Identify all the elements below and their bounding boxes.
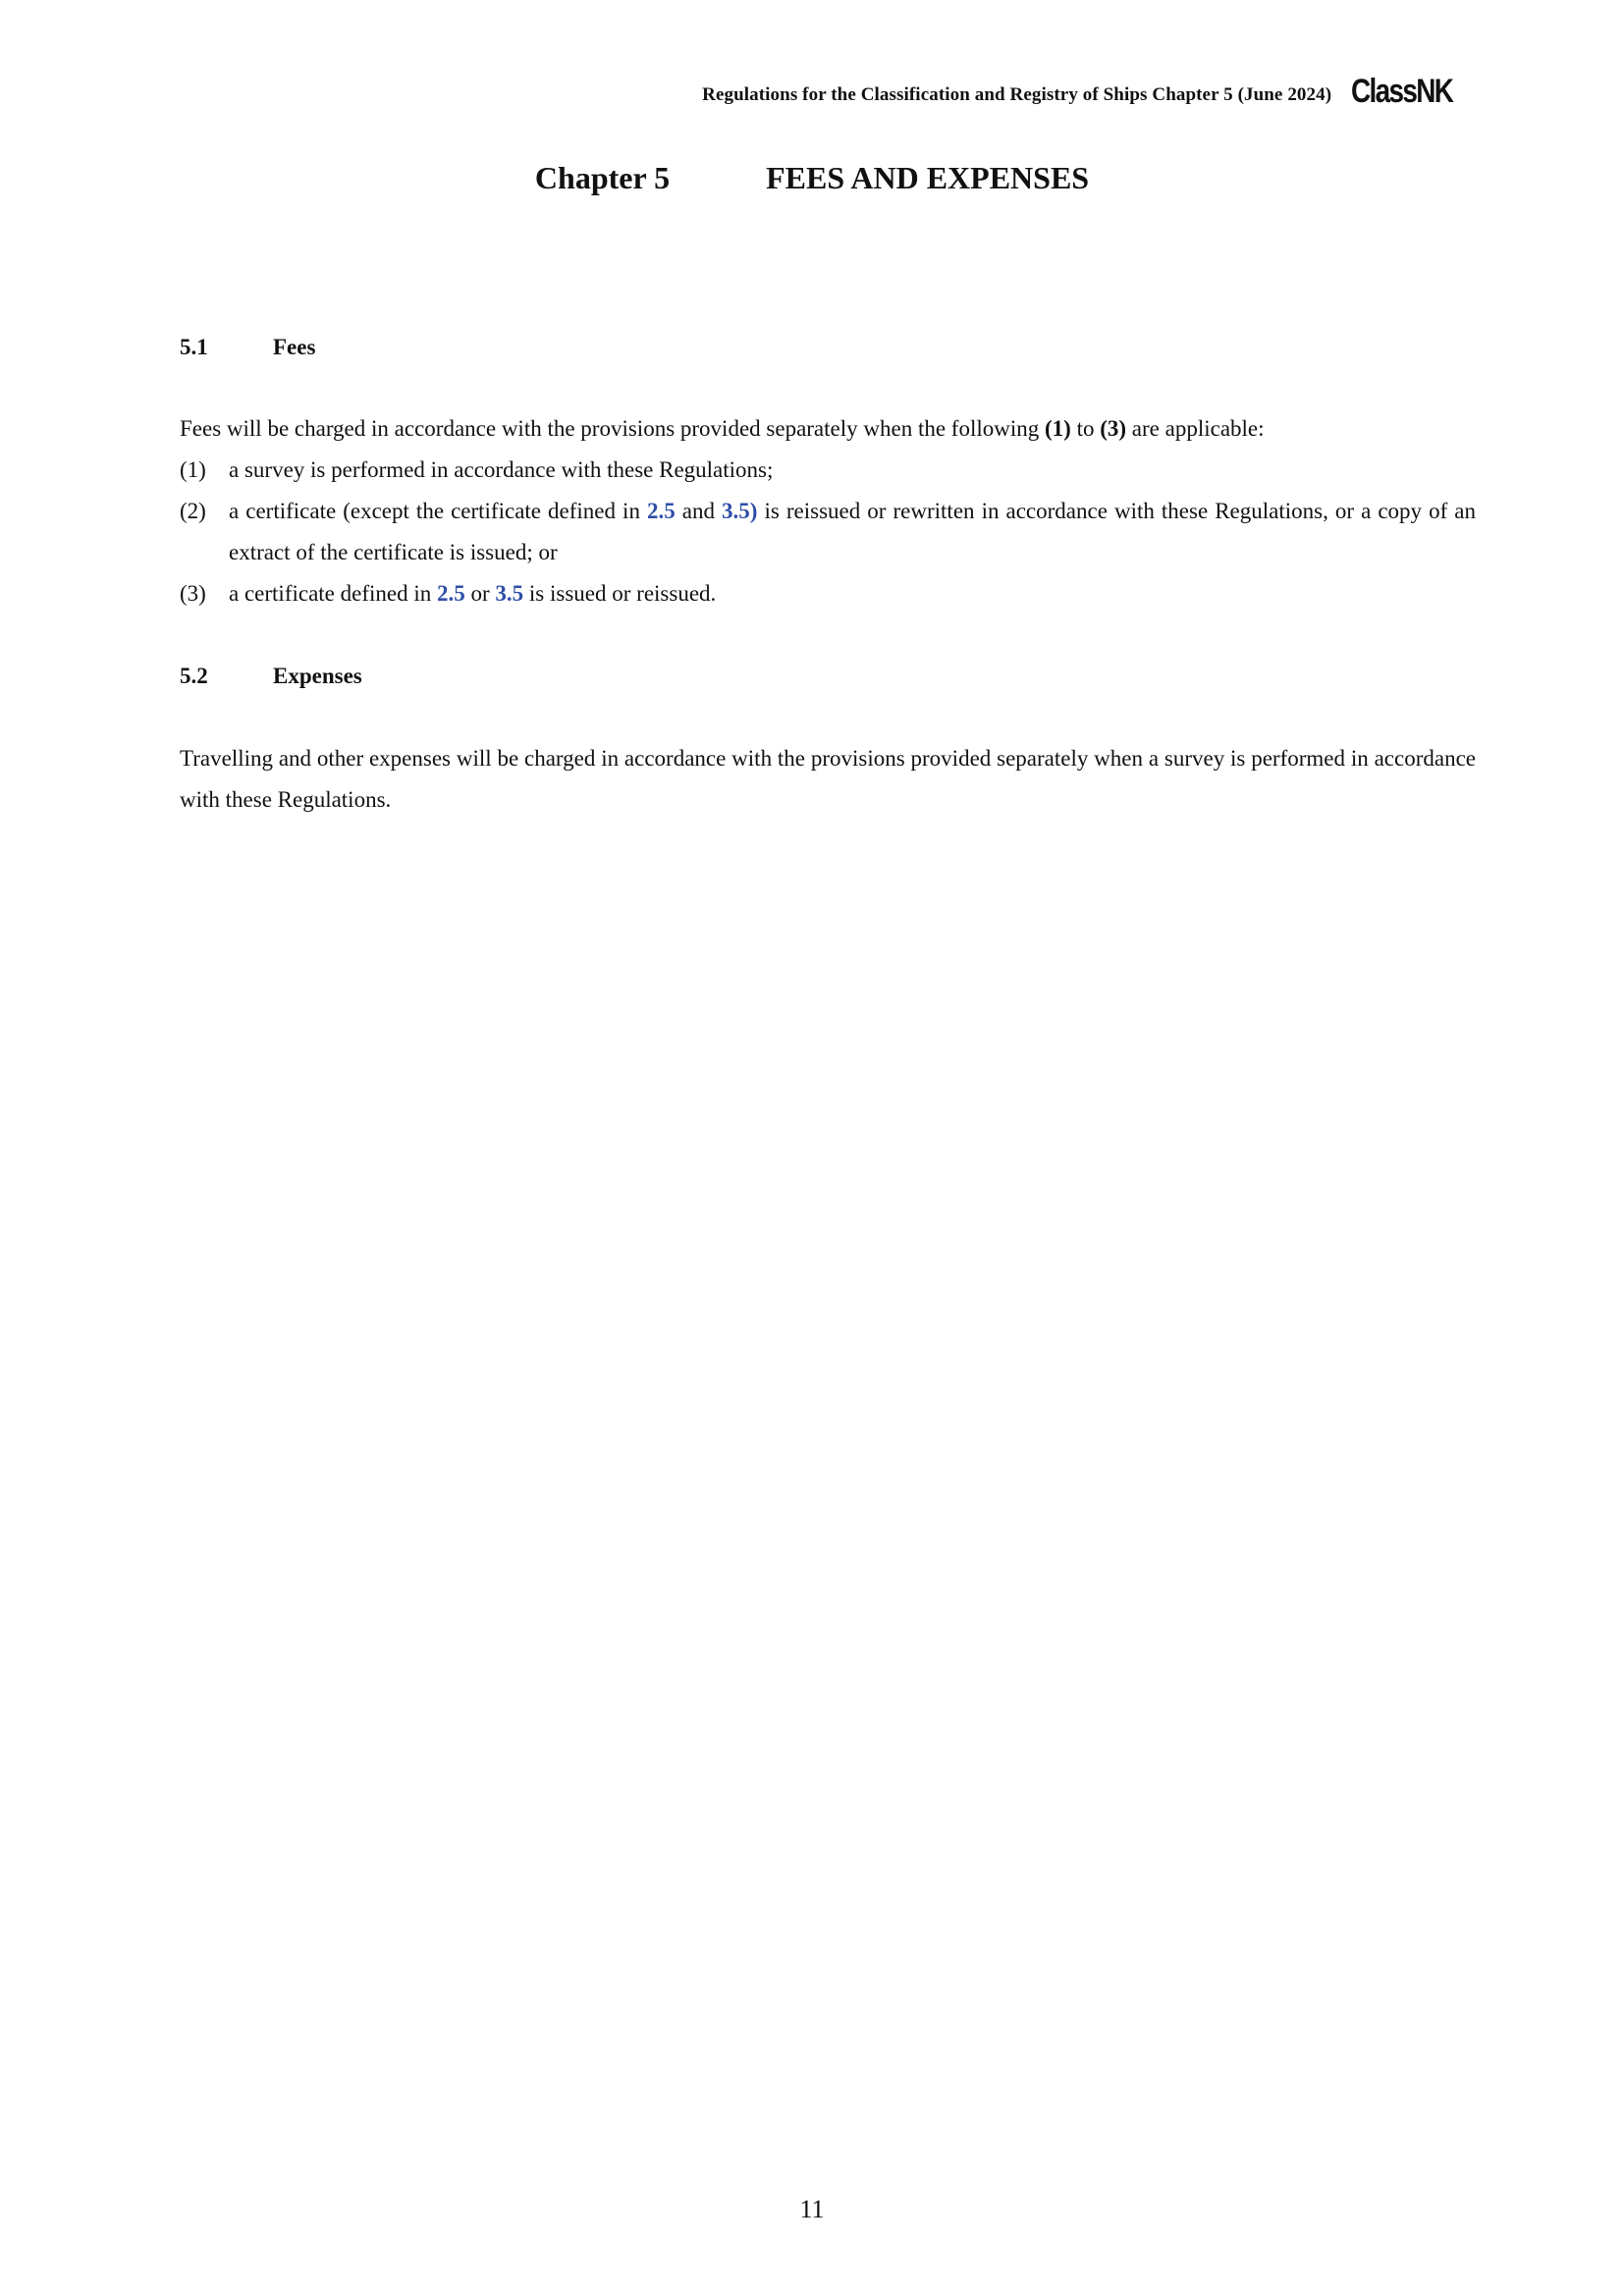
page-number: 11	[799, 2195, 825, 2223]
chapter-title	[0, 160, 1624, 196]
cross-reference-link[interactable]: 3.5)	[722, 499, 758, 523]
section-title: Expenses	[273, 664, 362, 688]
header-title: Regulations for the Classification and Registry of Ships Chapter 5 (June 2024)	[702, 83, 1332, 105]
list-item-number: (3)	[180, 581, 206, 606]
expenses-paragraph: Travelling and other expenses will be charged in accordance with the provisions provided separately when a survey is performed in accordance with these Regulations.	[180, 746, 1476, 812]
intro-text-middle: to	[1070, 416, 1101, 441]
section-title: Fees	[273, 335, 316, 359]
section-5-2-body	[180, 738, 1476, 821]
list-item-text	[229, 573, 1476, 614]
cross-reference-link[interactable]: 3.5	[495, 581, 524, 606]
intro-text-after: are applicable:	[1126, 416, 1265, 441]
item-ref-1: (1)	[1045, 416, 1071, 441]
chapter-name: FEES AND EXPENSES	[766, 160, 1090, 195]
intro-text-before: Fees will be charged in accordance with the provisions provided separately when the following	[180, 416, 1045, 441]
item-text-after: is issued or reissued.	[523, 581, 717, 606]
list-item	[180, 573, 1476, 614]
section-number: 5.2	[180, 664, 208, 688]
item-text-after: is reissued or rewritten in accordance with these Regulations, or a copy of an extract of the certificate is issued; or	[229, 499, 1476, 564]
section-heading	[180, 656, 1476, 697]
list-item-number: (1)	[180, 457, 206, 482]
section-5-1-body	[180, 408, 1476, 614]
item-text-middle: or	[464, 581, 496, 606]
item-text-middle: and	[675, 499, 723, 523]
section-number: 5.1	[180, 335, 208, 359]
classnk-logo: ClassNK	[1351, 73, 1453, 110]
item-ref-3: (3)	[1100, 416, 1127, 441]
item-text-before: a certificate defined in	[229, 581, 437, 606]
cross-reference-link[interactable]: 2.5	[437, 581, 465, 606]
section-heading	[180, 327, 1476, 368]
list-item	[180, 450, 1476, 491]
list-item	[180, 491, 1476, 573]
item-text-before: a certificate (except the certificate defined in	[229, 499, 647, 523]
list-item-text	[229, 491, 1476, 573]
section-5-1	[180, 327, 1476, 368]
section-5-2	[180, 656, 1476, 697]
list-item-text: a survey is performed in accordance with these Regulations;	[229, 457, 774, 482]
cross-reference-link[interactable]: 2.5	[647, 499, 676, 523]
page-header	[702, 73, 1475, 111]
fees-intro-paragraph	[180, 408, 1476, 450]
list-item-number: (2)	[180, 499, 206, 523]
chapter-number: Chapter 5	[534, 160, 671, 195]
